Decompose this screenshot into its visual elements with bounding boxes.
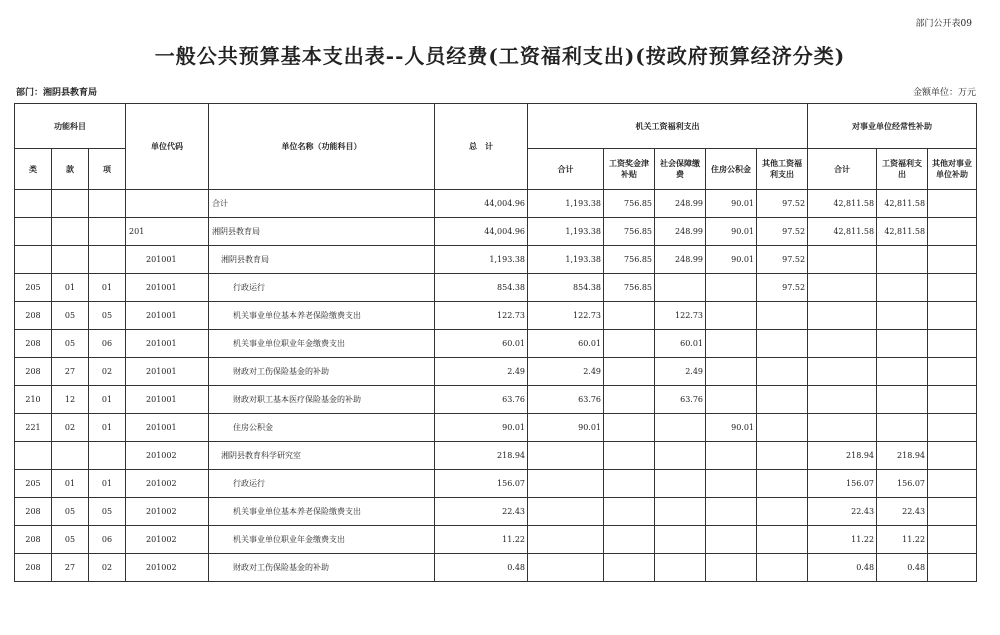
cell-total: 218.94 <box>435 442 528 470</box>
cell-org-wage <box>604 414 655 442</box>
cell-org-other: 97.52 <box>757 274 808 302</box>
cell-total: 22.43 <box>435 498 528 526</box>
cell-unit-name: 机关事业单位基本养老保险缴费支出 <box>209 302 435 330</box>
cell-org-social <box>655 498 706 526</box>
cell-unit-code: 201001 <box>126 386 209 414</box>
cell-lei: 208 <box>15 358 52 386</box>
cell-kuan: 05 <box>52 498 89 526</box>
cell-total: 156.07 <box>435 470 528 498</box>
cell-lei: 205 <box>15 274 52 302</box>
cell-inst-wage: 218.94 <box>877 442 928 470</box>
cell-inst-wage <box>877 302 928 330</box>
cell-org-housing: 90.01 <box>706 218 757 246</box>
header-kuan: 款 <box>52 149 89 190</box>
cell-org-social <box>655 526 706 554</box>
department-label: 部门：湘阴县教育局 <box>16 88 98 98</box>
cell-org-total <box>528 498 604 526</box>
header-org-wage: 工资奖金津补贴 <box>604 149 655 190</box>
cell-total: 2.49 <box>435 358 528 386</box>
header-org-social: 社会保障缴费 <box>655 149 706 190</box>
cell-xiang: 06 <box>89 526 126 554</box>
cell-inst-other <box>928 190 977 218</box>
table-row <box>15 218 977 246</box>
table-body <box>15 190 977 582</box>
cell-inst-other <box>928 498 977 526</box>
cell-inst-total: 156.07 <box>808 470 877 498</box>
cell-inst-wage: 42,811.58 <box>877 190 928 218</box>
cell-unit-code: 201001 <box>126 274 209 302</box>
cell-org-housing <box>706 302 757 330</box>
table-row <box>15 498 977 526</box>
cell-org-wage <box>604 470 655 498</box>
cell-xiang: 01 <box>89 386 126 414</box>
cell-kuan: 27 <box>52 358 89 386</box>
cell-org-other: 97.52 <box>757 218 808 246</box>
header-unit-name: 单位名称（功能科目） <box>209 104 435 190</box>
header-inst-wage: 工资福利支出 <box>877 149 928 190</box>
cell-org-wage: 756.85 <box>604 274 655 302</box>
cell-org-social: 63.76 <box>655 386 706 414</box>
cell-unit-name: 机关事业单位职业年金缴费支出 <box>209 526 435 554</box>
cell-org-social: 248.99 <box>655 190 706 218</box>
cell-lei <box>15 246 52 274</box>
cell-xiang: 01 <box>89 470 126 498</box>
cell-lei: 208 <box>15 498 52 526</box>
cell-lei <box>15 190 52 218</box>
header-xiang: 项 <box>89 149 126 190</box>
header-inst-other: 其他对事业单位补助 <box>928 149 977 190</box>
table-row <box>15 554 977 582</box>
cell-org-housing <box>706 470 757 498</box>
header-func-subject: 功能科目 <box>15 104 126 149</box>
table-row <box>15 526 977 554</box>
cell-total: 60.01 <box>435 330 528 358</box>
cell-total: 90.01 <box>435 414 528 442</box>
cell-inst-total <box>808 358 877 386</box>
cell-inst-other <box>928 386 977 414</box>
cell-org-total <box>528 470 604 498</box>
cell-org-other <box>757 358 808 386</box>
cell-unit-name: 行政运行 <box>209 470 435 498</box>
cell-inst-other <box>928 442 977 470</box>
cell-xiang: 05 <box>89 498 126 526</box>
cell-org-total: 1,193.38 <box>528 246 604 274</box>
cell-kuan <box>52 246 89 274</box>
cell-inst-total <box>808 274 877 302</box>
cell-inst-wage: 42,811.58 <box>877 218 928 246</box>
cell-org-total <box>528 554 604 582</box>
cell-xiang: 05 <box>89 302 126 330</box>
cell-xiang: 01 <box>89 274 126 302</box>
cell-inst-other <box>928 246 977 274</box>
cell-inst-wage <box>877 414 928 442</box>
cell-inst-total: 42,811.58 <box>808 218 877 246</box>
cell-inst-wage: 22.43 <box>877 498 928 526</box>
cell-inst-total <box>808 330 877 358</box>
cell-org-housing <box>706 498 757 526</box>
table-row <box>15 442 977 470</box>
cell-inst-other <box>928 358 977 386</box>
cell-org-total: 2.49 <box>528 358 604 386</box>
table-row <box>15 302 977 330</box>
cell-org-housing <box>706 442 757 470</box>
cell-xiang <box>89 190 126 218</box>
cell-org-social: 2.49 <box>655 358 706 386</box>
cell-inst-other <box>928 526 977 554</box>
cell-inst-other <box>928 218 977 246</box>
cell-org-social <box>655 442 706 470</box>
cell-org-social: 248.99 <box>655 218 706 246</box>
cell-org-social <box>655 470 706 498</box>
cell-unit-name: 湘阴县教育局 <box>209 246 435 274</box>
cell-total: 44,004.96 <box>435 218 528 246</box>
cell-lei <box>15 442 52 470</box>
cell-unit-code: 201001 <box>126 414 209 442</box>
header-inst-total: 合计 <box>808 149 877 190</box>
cell-org-wage <box>604 358 655 386</box>
cell-inst-total <box>808 302 877 330</box>
header-total: 总 计 <box>435 104 528 190</box>
cell-org-wage: 756.85 <box>604 246 655 274</box>
cell-total: 1,193.38 <box>435 246 528 274</box>
cell-org-other: 97.52 <box>757 190 808 218</box>
header-org-housing: 住房公积金 <box>706 149 757 190</box>
cell-inst-wage <box>877 386 928 414</box>
cell-org-total: 90.01 <box>528 414 604 442</box>
cell-org-social <box>655 554 706 582</box>
cell-kuan <box>52 190 89 218</box>
cell-org-total: 1,193.38 <box>528 218 604 246</box>
cell-kuan: 02 <box>52 414 89 442</box>
header-org-total: 合计 <box>528 149 604 190</box>
cell-org-other <box>757 442 808 470</box>
cell-total: 854.38 <box>435 274 528 302</box>
header-org-group: 机关工资福利支出 <box>528 104 808 149</box>
cell-xiang: 06 <box>89 330 126 358</box>
cell-org-other: 97.52 <box>757 246 808 274</box>
cell-org-wage: 756.85 <box>604 218 655 246</box>
cell-xiang <box>89 442 126 470</box>
cell-kuan: 01 <box>52 274 89 302</box>
cell-unit-code: 201001 <box>126 302 209 330</box>
cell-unit-name: 湘阴县教育科学研究室 <box>209 442 435 470</box>
cell-org-housing <box>706 554 757 582</box>
cell-kuan: 27 <box>52 554 89 582</box>
cell-xiang: 01 <box>89 414 126 442</box>
cell-inst-wage <box>877 246 928 274</box>
cell-org-other <box>757 414 808 442</box>
cell-org-housing: 90.01 <box>706 414 757 442</box>
cell-inst-total: 42,811.58 <box>808 190 877 218</box>
cell-inst-total: 11.22 <box>808 526 877 554</box>
cell-inst-total: 0.48 <box>808 554 877 582</box>
cell-kuan: 05 <box>52 302 89 330</box>
cell-unit-code: 201002 <box>126 554 209 582</box>
table-header <box>15 104 977 190</box>
cell-unit-code: 201002 <box>126 526 209 554</box>
cell-inst-other <box>928 554 977 582</box>
cell-inst-total <box>808 414 877 442</box>
cell-org-total: 60.01 <box>528 330 604 358</box>
table-row <box>15 470 977 498</box>
cell-org-other <box>757 470 808 498</box>
cell-org-total: 1,193.38 <box>528 190 604 218</box>
cell-unit-code: 201001 <box>126 330 209 358</box>
cell-inst-wage <box>877 274 928 302</box>
table-row <box>15 246 977 274</box>
cell-unit-name: 财政对工伤保险基金的补助 <box>209 554 435 582</box>
amount-unit-label: 金额单位：万元 <box>912 88 976 98</box>
cell-lei <box>15 218 52 246</box>
cell-unit-name: 行政运行 <box>209 274 435 302</box>
cell-kuan: 05 <box>52 330 89 358</box>
cell-unit-code: 201001 <box>126 358 209 386</box>
cell-kuan <box>52 218 89 246</box>
cell-lei: 208 <box>15 554 52 582</box>
cell-org-wage <box>604 330 655 358</box>
cell-kuan: 01 <box>52 470 89 498</box>
cell-org-total <box>528 442 604 470</box>
cell-inst-total <box>808 386 877 414</box>
cell-kuan <box>52 442 89 470</box>
cell-lei: 221 <box>15 414 52 442</box>
table-row <box>15 274 977 302</box>
cell-org-other <box>757 526 808 554</box>
cell-org-total: 122.73 <box>528 302 604 330</box>
cell-org-social: 60.01 <box>655 330 706 358</box>
cell-unit-code: 201002 <box>126 498 209 526</box>
cell-org-other <box>757 386 808 414</box>
cell-org-other <box>757 554 808 582</box>
table-row <box>15 358 977 386</box>
cell-total: 122.73 <box>435 302 528 330</box>
header-lei: 类 <box>15 149 52 190</box>
cell-lei: 208 <box>15 526 52 554</box>
cell-inst-wage: 11.22 <box>877 526 928 554</box>
table-row <box>15 190 977 218</box>
cell-unit-name: 湘阴县教育局 <box>209 218 435 246</box>
cell-org-other <box>757 498 808 526</box>
cell-unit-name: 财政对职工基本医疗保险基金的补助 <box>209 386 435 414</box>
cell-inst-other <box>928 274 977 302</box>
table-row <box>15 414 977 442</box>
form-number: 部门公开表09 <box>915 19 972 29</box>
cell-inst-wage: 156.07 <box>877 470 928 498</box>
cell-unit-code: 201002 <box>126 442 209 470</box>
cell-org-total: 854.38 <box>528 274 604 302</box>
cell-kuan: 05 <box>52 526 89 554</box>
cell-inst-other <box>928 302 977 330</box>
table-row <box>15 330 977 358</box>
cell-unit-name: 合计 <box>209 190 435 218</box>
cell-lei: 205 <box>15 470 52 498</box>
cell-org-social <box>655 274 706 302</box>
cell-inst-other <box>928 330 977 358</box>
cell-org-total <box>528 526 604 554</box>
cell-org-housing: 90.01 <box>706 246 757 274</box>
cell-inst-total: 218.94 <box>808 442 877 470</box>
cell-inst-total: 22.43 <box>808 498 877 526</box>
cell-unit-name: 机关事业单位职业年金缴费支出 <box>209 330 435 358</box>
budget-table <box>14 103 977 582</box>
table-row <box>15 386 977 414</box>
cell-org-wage <box>604 386 655 414</box>
cell-org-other <box>757 330 808 358</box>
cell-org-wage: 756.85 <box>604 190 655 218</box>
cell-xiang <box>89 218 126 246</box>
cell-inst-wage: 0.48 <box>877 554 928 582</box>
cell-org-housing <box>706 274 757 302</box>
page-title: 一般公共预算基本支出表--人员经费(工资福利支出)(按政府预算经济分类) <box>154 44 846 68</box>
cell-lei: 210 <box>15 386 52 414</box>
cell-unit-code: 201 <box>126 218 209 246</box>
cell-total: 63.76 <box>435 386 528 414</box>
header-inst-group: 对事业单位经常性补助 <box>808 104 977 149</box>
cell-org-other <box>757 302 808 330</box>
cell-org-wage <box>604 442 655 470</box>
cell-org-wage <box>604 554 655 582</box>
cell-unit-name: 财政对工伤保险基金的补助 <box>209 358 435 386</box>
cell-unit-code <box>126 190 209 218</box>
cell-org-wage <box>604 526 655 554</box>
cell-xiang <box>89 246 126 274</box>
cell-unit-code: 201001 <box>126 246 209 274</box>
cell-org-social: 248.99 <box>655 246 706 274</box>
cell-total: 0.48 <box>435 554 528 582</box>
cell-org-housing <box>706 330 757 358</box>
cell-total: 11.22 <box>435 526 528 554</box>
header-unit-code: 单位代码 <box>126 104 209 190</box>
cell-org-total: 63.76 <box>528 386 604 414</box>
cell-org-housing <box>706 526 757 554</box>
cell-org-housing <box>706 358 757 386</box>
cell-org-housing: 90.01 <box>706 190 757 218</box>
cell-org-housing <box>706 386 757 414</box>
cell-org-wage <box>604 302 655 330</box>
cell-kuan: 12 <box>52 386 89 414</box>
cell-inst-wage <box>877 330 928 358</box>
cell-total: 44,004.96 <box>435 190 528 218</box>
cell-inst-wage <box>877 358 928 386</box>
cell-xiang: 02 <box>89 358 126 386</box>
cell-inst-total <box>808 246 877 274</box>
cell-inst-other <box>928 414 977 442</box>
cell-inst-other <box>928 470 977 498</box>
cell-unit-name: 住房公积金 <box>209 414 435 442</box>
cell-org-social: 122.73 <box>655 302 706 330</box>
cell-unit-code: 201002 <box>126 470 209 498</box>
header-org-other: 其他工资福利支出 <box>757 149 808 190</box>
cell-xiang: 02 <box>89 554 126 582</box>
cell-lei: 208 <box>15 330 52 358</box>
cell-lei: 208 <box>15 302 52 330</box>
cell-org-social <box>655 414 706 442</box>
cell-unit-name: 机关事业单位基本养老保险缴费支出 <box>209 498 435 526</box>
cell-org-wage <box>604 498 655 526</box>
